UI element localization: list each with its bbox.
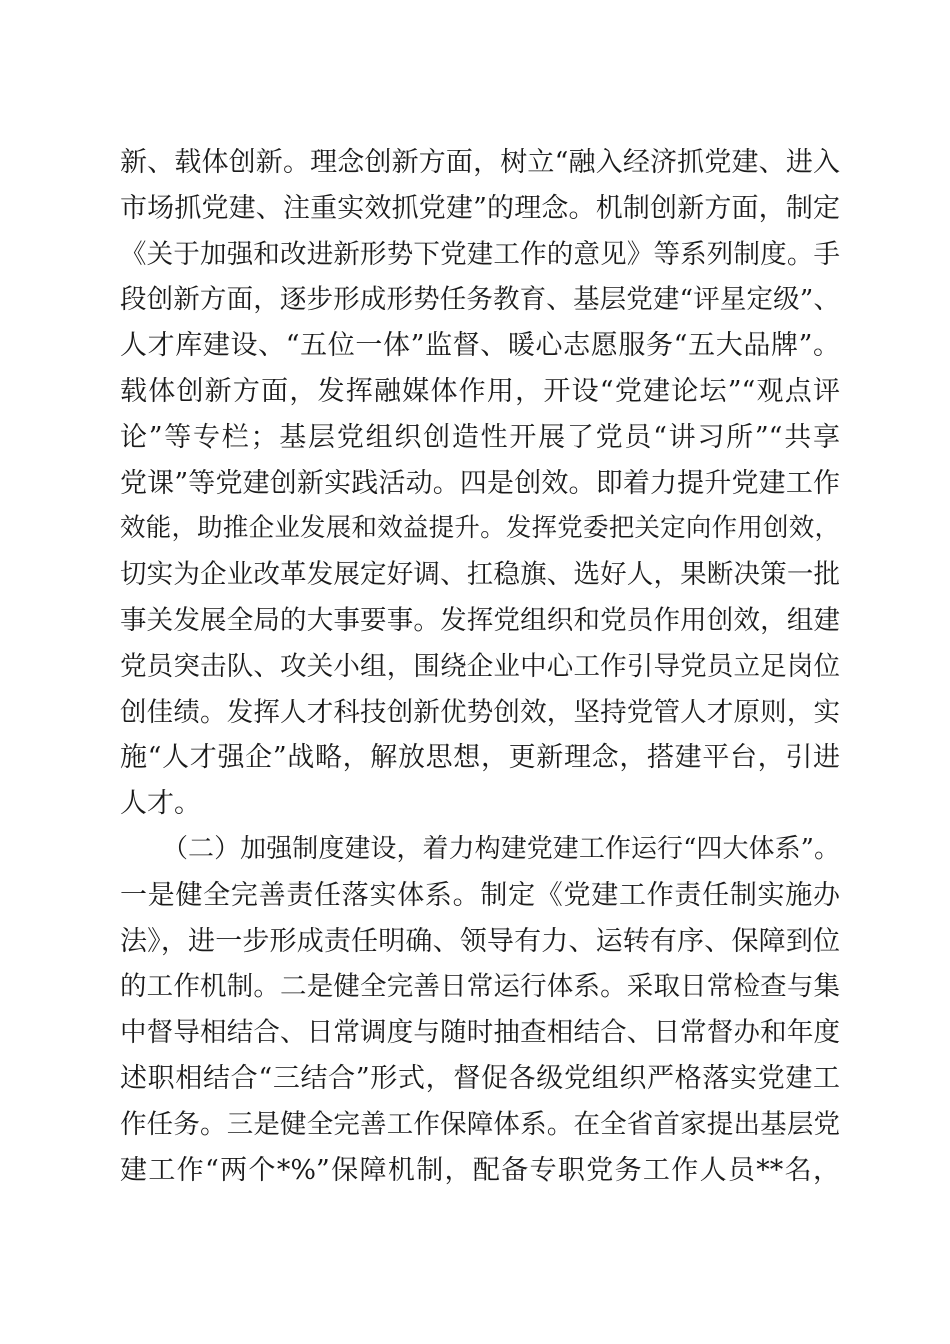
text-line: 创佳绩。发挥人才科技创新优势创效，坚持党管人才原则，实	[120, 696, 840, 728]
text-line: 市场抓党建、注重实效抓党建”的理念。机制创新方面，制定	[120, 192, 840, 224]
text-line: 切实为企业改革发展定好调、扛稳旗、选好人，果断决策一批	[120, 559, 840, 591]
text-line: 论”等专栏；基层党组织创造性开展了党员“讲习所”“共享	[120, 421, 840, 453]
body-text	[120, 140, 840, 1193]
text-line: 述职相结合“三结合”形式，督促各级党组织严格落实党建工	[120, 1062, 840, 1094]
text-line: 建工作“两个*%”保障机制，配备专职党务工作人员**名，	[120, 1154, 840, 1186]
text-line: 载体创新方面，发挥融媒体作用，开设“党建论坛”“观点评	[120, 375, 840, 407]
text-line: 施“人才强企”战略，解放思想，更新理念，搭建平台，引进	[120, 742, 840, 774]
text-line: 党课”等党建创新实践活动。四是创效。即着力提升党建工作	[120, 467, 840, 499]
text-line: 事关发展全局的大事要事。发挥党组织和党员作用创效，组建	[120, 604, 840, 636]
text-line: 人才。	[120, 788, 201, 820]
text-line: 人才库建设、“五位一体”监督、暖心志愿服务“五大品牌”。	[120, 330, 840, 362]
text-line: 一是健全完善责任落实体系。制定《党建工作责任制实施办	[120, 879, 840, 911]
text-line: 法》，进一步形成责任明确、领导有力、运转有序、保障到位	[120, 925, 840, 957]
text-line: 中督导相结合、日常调度与随时抽查相结合、日常督办和年度	[120, 1017, 840, 1049]
text-line: 作任务。三是健全完善工作保障体系。在全省首家提出基层党	[120, 1108, 840, 1140]
text-line: 效能，助推企业发展和效益提升。发挥党委把关定向作用创效，	[120, 513, 840, 544]
text-line: 《关于加强和改进新形势下党建工作的意见》等系列制度。手	[120, 238, 840, 270]
text-line: 的工作机制。二是健全完善日常运行体系。采取日常检查与集	[120, 971, 840, 1003]
section-heading-line: （二）加强制度建设，着力构建党建工作运行“四大体系”。	[162, 833, 840, 864]
text-line: 新、载体创新。理念创新方面，树立“融入经济抓党建、进入	[120, 147, 840, 178]
text-line: 段创新方面，逐步形成形势任务教育、基层党建“评星定级”、	[120, 284, 840, 316]
text-line: 党员突击队、攻关小组，围绕企业中心工作引导党员立足岗位	[120, 650, 840, 682]
